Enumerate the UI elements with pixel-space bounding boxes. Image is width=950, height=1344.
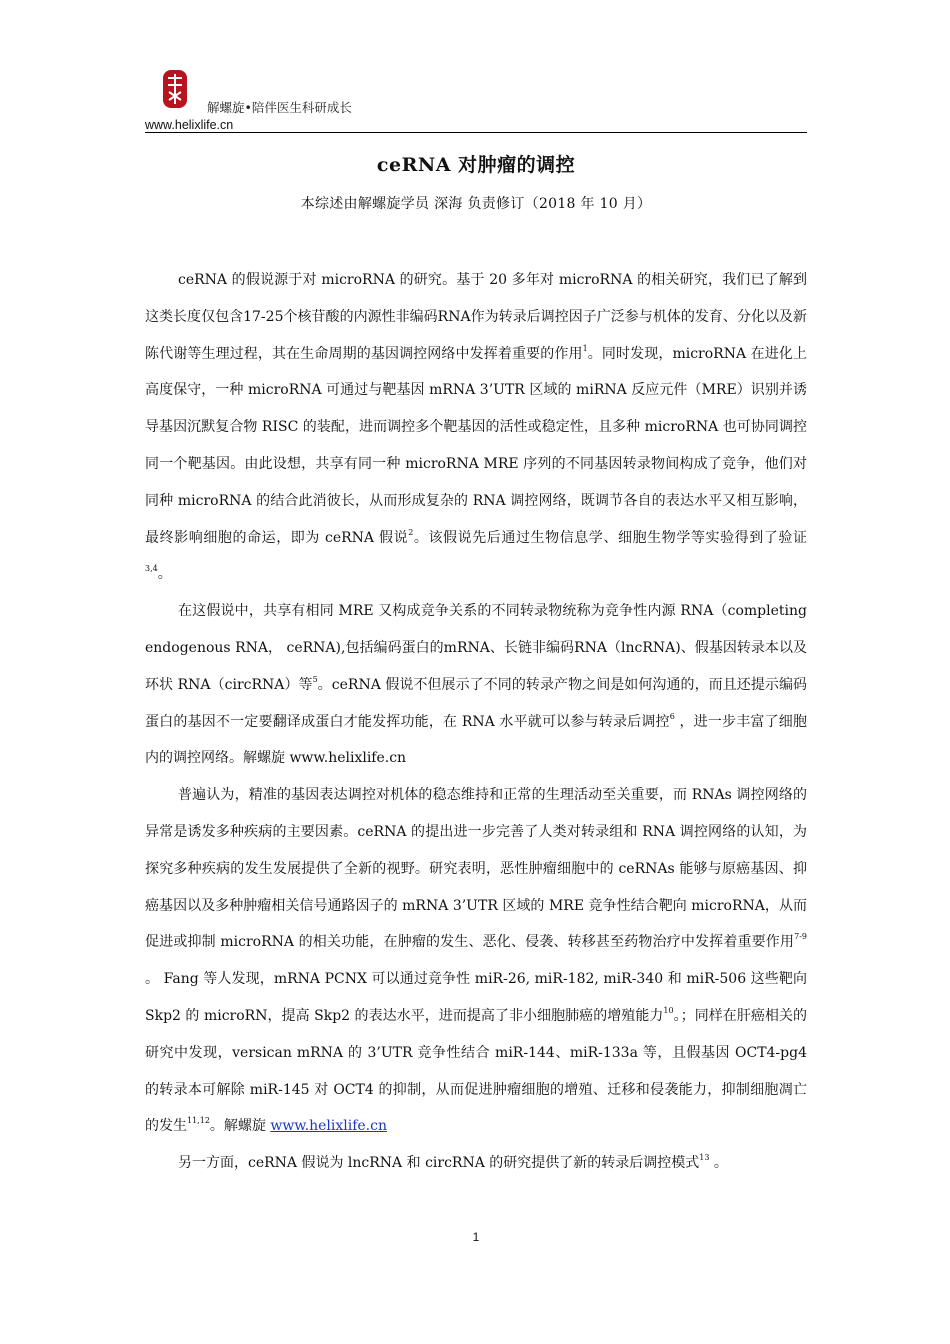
- text-run: 。该假说先后通过生物信息学、细胞生物学等实验得到了验证: [413, 529, 807, 546]
- reference-marker: 3,4: [145, 564, 158, 574]
- helixlife-link[interactable]: www.helixlife.cn: [270, 1118, 387, 1135]
- helix-seal-logo-icon: [157, 68, 193, 110]
- reference-marker: 5: [312, 674, 318, 684]
- reference-marker: 11,12: [187, 1116, 210, 1126]
- text-run: 。ceRNA 假说不但展示了不同的转录产物之间是如何沟通的，而且还提示编码蛋白的基因不一定要翻译成蛋白才能发挥功能，在 RNA 水平就可以参与转录后调控: [145, 676, 807, 730]
- header-site-url[interactable]: www.helixlife.cn: [145, 118, 234, 132]
- page-number: 1: [472, 1230, 480, 1244]
- document-subtitle: 本综述由解螺旋学员 深海 负责修订（2018 年 10 月）: [300, 196, 652, 212]
- text-run: 。解螺旋: [209, 1118, 271, 1135]
- reference-marker: 7-9: [794, 932, 807, 942]
- document-title: ceRNA 对肿瘤的调控: [376, 154, 576, 176]
- text-run: 。；同样在肝癌相关的研究中发现，versican mRNA 的 3’UTR 竞争性结合 miR-144、miR-133a 等，且假基因 OCT4-pg4 的转录本可解除 miR-145 对 OCT4 的抑制，从而促进肿瘤细胞的增殖、迁移和侵袭能力，抑制细胞凋亡的发生: [145, 1007, 808, 1135]
- page-header: [145, 62, 807, 134]
- reference-marker: 13: [699, 1153, 710, 1163]
- text-run: 。 Fang 等人发现，mRNA PCNX 可以通过竞争性 miR-26, miR-182, miR-340 和 miR-506 这些靶向 Skp2 的 microRN，提高 Skp2 的表达水平，进而提高了非小细胞肺癌的增殖能力: [145, 971, 807, 1024]
- paragraph-3: [145, 777, 807, 1145]
- reference-marker: 6: [669, 711, 675, 721]
- header-tagline: 解螺旋•陪伴医生科研成长: [207, 100, 352, 115]
- text-run: 另一方面，ceRNA 假说为 lncRNA 和 circRNA 的研究提供了新的转录后调控模式: [178, 1155, 700, 1172]
- text-run: 。: [709, 1155, 728, 1172]
- paragraph-2: [145, 593, 807, 777]
- header-divider: [145, 132, 807, 133]
- reference-marker: 10: [663, 1005, 674, 1015]
- reference-marker: 2: [408, 527, 414, 537]
- paragraph-4: [145, 1145, 807, 1182]
- text-run: 在这假说中，共享有相同 MRE 又构成竞争关系的不同转录物统称为竞争性内源 RNA（completing endogenous RNA， ceRNA),包括编码蛋白的mRNA、长链非编码RNA（lncRNA)、假基因转录本以及环状 RNA（circRNA）等: [145, 603, 807, 693]
- text-run: ceRNA 的假说源于对 microRNA 的研究。基于 20 多年对 microRNA 的相关研究，我们已了解到这类长度仅包含17-25个核苷酸的内源性非编码RNA作为转录后调控因子广泛参与机体的发育、分化以及新陈代谢等生理过程，其在生命周期的基因调控网络中发挥着重要的作用: [145, 272, 807, 362]
- text-run: 。: [157, 566, 172, 583]
- document-body: [145, 262, 807, 1182]
- paragraph-1: [145, 262, 807, 593]
- text-run: 。同时发现，microRNA 在进化上高度保守，一种 microRNA 可通过与靶基因 mRNA 3’UTR 区域的 miRNA 反应元件（MRE）识别并诱导基因沉默复合物 RISC 的装配，进而调控多个靶基因的活性或稳定性，且多种 microRNA 也可协同调控同一个靶基因。由此设想，共享有同一种 microRNA MRE 序列的不同基因转录物间构成了竞争，他们对同种 microRNA 的结合此消彼长，从而形成复杂的 RNA 调控网络，既调节各自的表达水平又相互影响，最终影响细胞的命运，即为 ceRNA 假说: [145, 345, 807, 546]
- reference-marker: 1: [582, 343, 588, 353]
- text-run: ，进一步丰富了细胞内的调控网络。解螺旋 www.helixlife.cn: [145, 713, 807, 767]
- text-run: 普遍认为，精准的基因表达调控对机体的稳态维持和正常的生理活动至关重要，而 RNAs 调控网络的异常是诱发多种疾病的主要因素。ceRNA 的提出进一步完善了人类对转录组和 RNA 调控网络的认知，为探究多种疾病的发生发展提供了全新的视野。研究表明，恶性肿瘤细胞中的 ceRNAs 能够与原癌基因、抑癌基因以及多种肿瘤相关信号通路因子的 mRNA 3’UTR 区域的 MRE 竞争性结合靶向 microRNA，从而促进或抑制 microRNA 的相关功能，在肿瘤的发生、恶化、侵袭、转移甚至药物治疗中发挥着重要作用: [145, 787, 807, 951]
